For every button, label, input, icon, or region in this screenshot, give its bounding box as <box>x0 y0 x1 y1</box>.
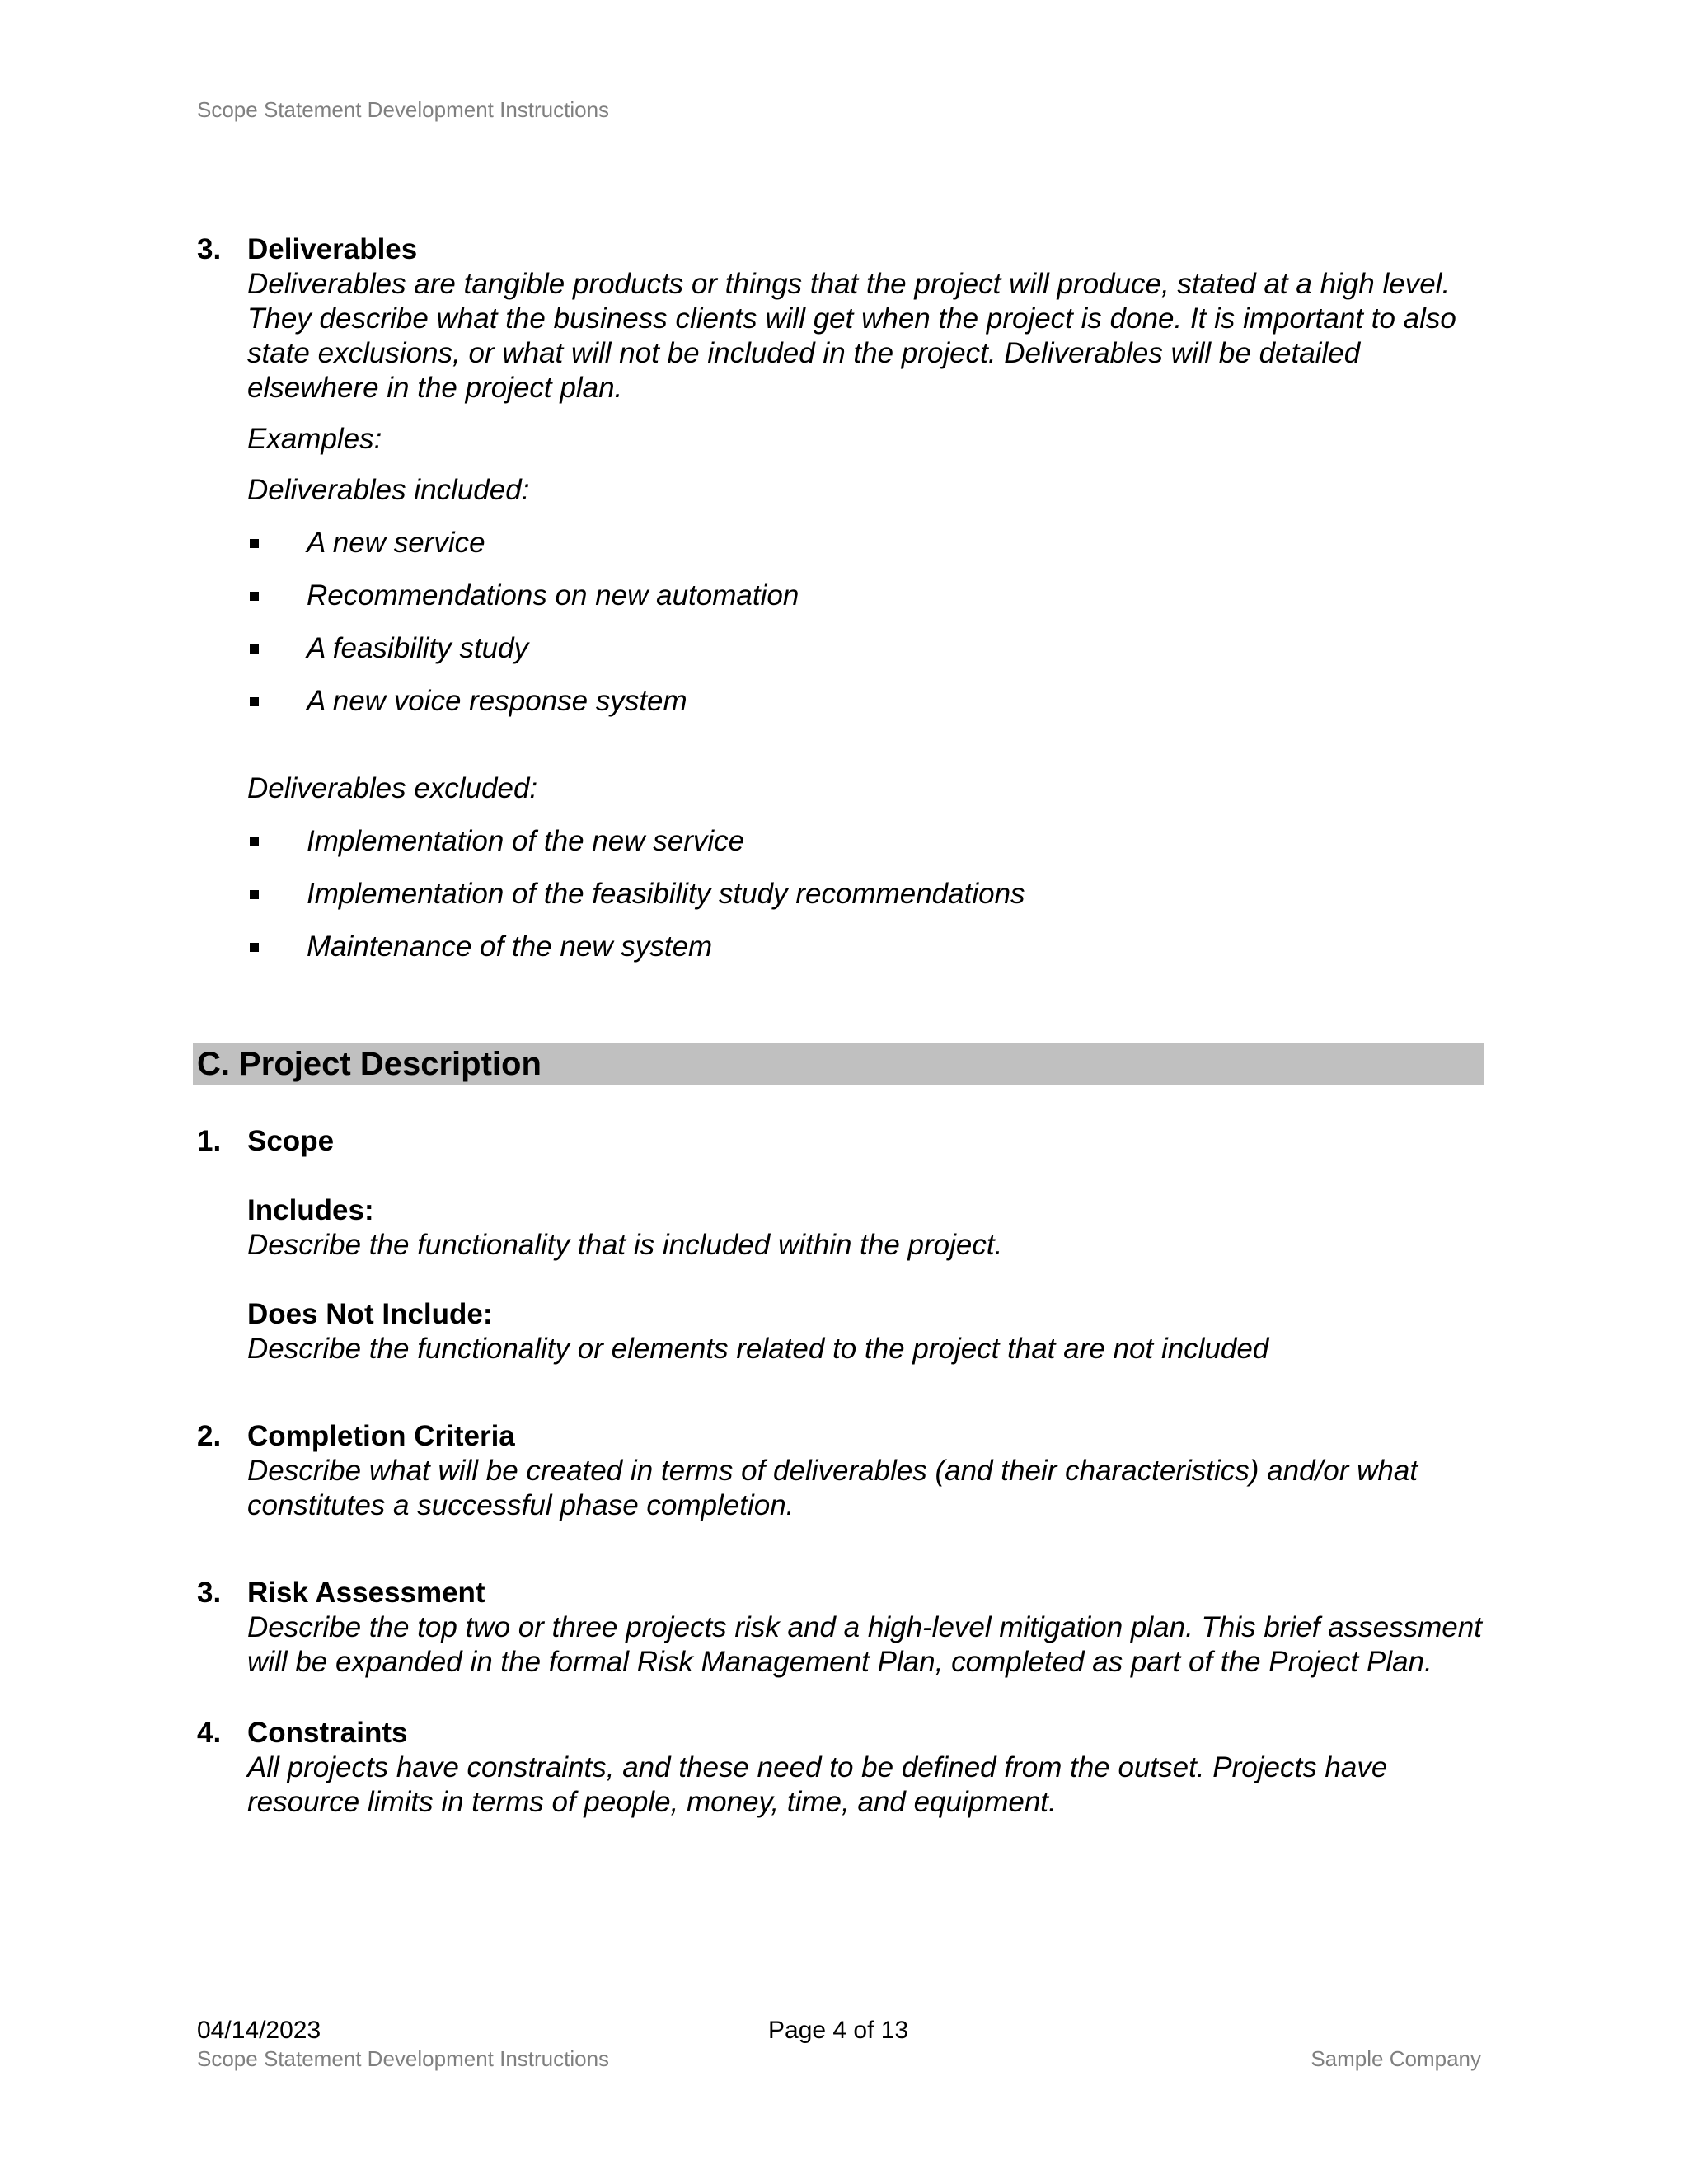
list-item: Implementation of the new service <box>247 824 1483 859</box>
footer-page-number: Page 4 of 13 <box>768 2017 909 2044</box>
includes-heading: Includes: <box>247 1194 374 1226</box>
list-item: A new service <box>247 526 1483 560</box>
list-item: Maintenance of the new system <box>247 930 1483 964</box>
square-bullet-icon <box>250 592 259 601</box>
deliverables-item <box>197 232 1483 508</box>
scope-title: Scope <box>247 1125 335 1157</box>
footer-document-title: Scope Statement Development Instructions <box>197 2046 610 2071</box>
constraints-text: All projects have constraints, and these need to be defined from the outset. Projects have resource limits in terms of people, money, time, and equipment. <box>247 1751 1388 1818</box>
excluded-label: Deliverables excluded: <box>247 772 538 804</box>
constraints-item <box>197 1716 1483 1820</box>
footer-date: 04/14/2023 <box>197 2017 321 2044</box>
square-bullet-icon <box>250 890 259 899</box>
running-header: Scope Statement Development Instructions <box>197 97 610 122</box>
excludes-text: Describe the functionality or elements related to the project that are not included <box>247 1333 1269 1365</box>
completion-criteria-text: Describe what will be created in terms of deliverables (and their characteristics) and/or what constitutes a successful phase completion. <box>247 1455 1418 1521</box>
excludes-heading: Does Not Include: <box>247 1298 493 1330</box>
examples-label: Examples: <box>247 423 382 455</box>
completion-criteria-title: Completion Criteria <box>247 1420 515 1452</box>
item-number: 2. <box>197 1420 222 1452</box>
square-bullet-icon <box>250 837 259 846</box>
item-number: 3. <box>197 233 222 265</box>
scope-item <box>197 1124 1483 1366</box>
included-list <box>247 526 1483 719</box>
included-label: Deliverables included: <box>247 474 530 506</box>
constraints-title: Constraints <box>247 1717 408 1749</box>
completion-criteria-item <box>197 1419 1483 1523</box>
square-bullet-icon <box>250 697 259 706</box>
square-bullet-icon <box>250 943 259 952</box>
page-content <box>197 232 1483 1820</box>
excluded-list <box>247 824 1483 964</box>
square-bullet-icon <box>250 539 259 548</box>
risk-assessment-text: Describe the top two or three projects risk and a high-level mitigation plan. This brief assessment will be expanded in the formal Risk Management Plan, completed as part of the Project Plan. <box>247 1611 1482 1678</box>
deliverables-description: Deliverables are tangible products or things that the project will produce, stated at a high level. They describe what the business clients will get when the project is done. It is important to also state exclusions, or what will not be included in the project. Deliverables will be detailed elsewhere in the project plan. <box>247 268 1456 404</box>
risk-assessment-item <box>197 1576 1483 1680</box>
list-item: A feasibility study <box>247 631 1483 666</box>
deliverables-title: Deliverables <box>247 233 418 265</box>
item-number: 1. <box>197 1125 222 1157</box>
footer-company-name: Sample Company <box>1311 2046 1481 2071</box>
item-number: 3. <box>197 1577 222 1609</box>
list-item: A new voice response system <box>247 684 1483 719</box>
square-bullet-icon <box>250 644 259 654</box>
section-title: C. Project Description <box>197 1046 542 1082</box>
section-heading-bar <box>193 1043 1484 1085</box>
risk-assessment-title: Risk Assessment <box>247 1577 485 1609</box>
list-item: Recommendations on new automation <box>247 579 1483 613</box>
includes-text: Describe the functionality that is included within the project. <box>247 1229 1003 1261</box>
list-item: Implementation of the feasibility study recommendations <box>247 877 1483 912</box>
item-number: 4. <box>197 1717 222 1749</box>
